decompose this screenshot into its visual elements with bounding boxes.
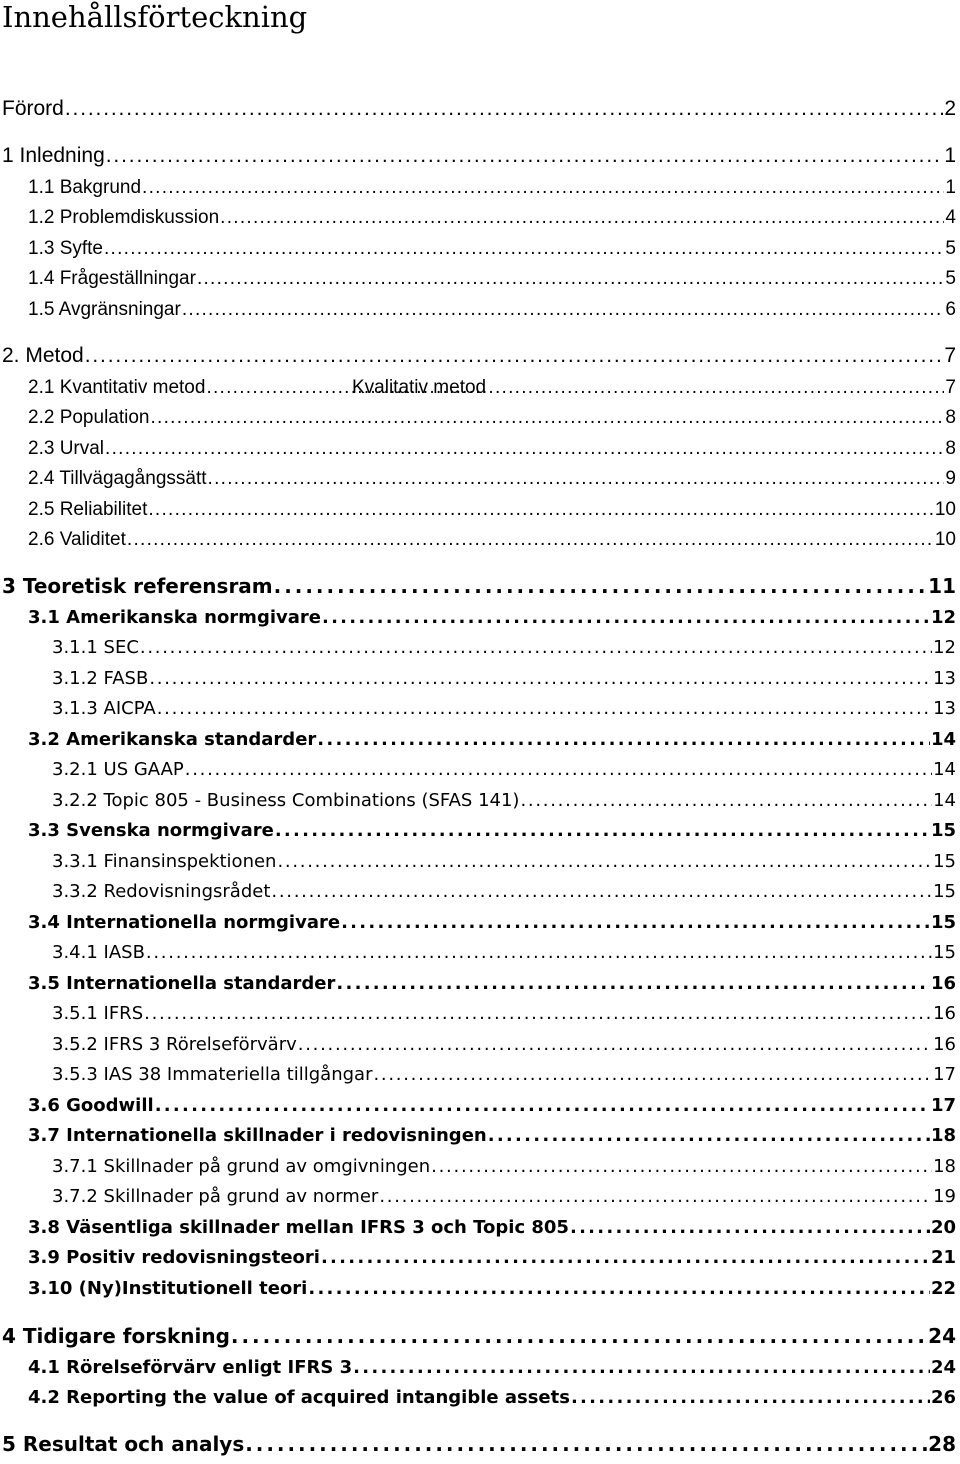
toc-dot-leader bbox=[570, 1217, 930, 1238]
toc-entry-label: 1.3 Syfte bbox=[28, 238, 103, 259]
toc-entry-label: 3.7 Internationella skillnader i redovisningen bbox=[28, 1125, 487, 1146]
toc-entry[interactable] bbox=[52, 637, 956, 663]
toc-entry-page-number: 15 bbox=[933, 942, 956, 963]
page-title: Innehållsförteckning bbox=[2, 0, 308, 34]
toc-entry-label: 3.10 (Ny)Institutionell teori bbox=[28, 1278, 308, 1299]
toc-entry-page-number: 22 bbox=[930, 1278, 956, 1299]
toc-entry-page-number: 8 bbox=[945, 407, 956, 428]
toc-entry[interactable] bbox=[28, 1095, 956, 1121]
toc-entry-page-number: 18 bbox=[930, 1125, 956, 1146]
toc-dot-leader bbox=[321, 1247, 930, 1268]
toc-entry-label: 3.4 Internationella normgivare bbox=[28, 912, 341, 933]
toc-entry[interactable] bbox=[28, 1278, 956, 1304]
toc-entry-page-number: 19 bbox=[933, 1186, 956, 1207]
toc-entry-label: 4.2 Reporting the value of acquired intangible assets bbox=[28, 1387, 570, 1408]
toc-entry[interactable] bbox=[52, 1003, 956, 1029]
toc-entry[interactable] bbox=[28, 407, 956, 433]
toc-entry-page-number: 12 bbox=[930, 607, 956, 628]
toc-entry[interactable] bbox=[28, 607, 956, 633]
toc-entry-page-number: 10 bbox=[934, 499, 956, 520]
toc-entry[interactable] bbox=[28, 973, 956, 999]
toc-entry-page-number: 24 bbox=[930, 1357, 956, 1378]
toc-entry-page-number: 12 bbox=[933, 637, 956, 658]
toc-entry-page-number: 28 bbox=[928, 1432, 956, 1456]
toc-dot-leader bbox=[151, 407, 945, 429]
toc-entry-page-number: 7 bbox=[944, 344, 956, 367]
toc-entry[interactable] bbox=[2, 344, 956, 372]
toc-entry-page-number: 17 bbox=[933, 1064, 956, 1085]
toc-dot-leader bbox=[379, 1186, 932, 1207]
toc-entry-page-number: 5 bbox=[945, 268, 956, 289]
toc-entry[interactable] bbox=[2, 144, 956, 172]
toc-entry-page-number: 1 bbox=[944, 144, 956, 167]
toc-entry-label: 3 Teoretisk referensram bbox=[2, 574, 273, 598]
toc-entry[interactable] bbox=[28, 268, 956, 294]
toc-entry-page-number: 18 bbox=[933, 1156, 956, 1177]
toc-entry-label: Förord bbox=[2, 97, 64, 120]
toc-entry-label: 2.5 Reliabilitet bbox=[28, 499, 148, 520]
toc-entry[interactable] bbox=[28, 1357, 956, 1383]
toc-entry[interactable] bbox=[28, 177, 956, 203]
toc-dot-leader bbox=[155, 1095, 930, 1116]
toc-entry-label: 5 Resultat och analys bbox=[2, 1432, 245, 1456]
toc-entry[interactable] bbox=[28, 238, 956, 264]
toc-entry-page-number: 15 bbox=[933, 881, 956, 902]
toc-entry-label: 1.1 Bakgrund bbox=[28, 177, 142, 198]
toc-entry-label: 3.9 Positiv redovisningsteori bbox=[28, 1247, 320, 1268]
toc-dot-leader bbox=[105, 438, 944, 460]
toc-dot-leader bbox=[277, 851, 932, 872]
toc-dot-leader bbox=[520, 790, 932, 811]
toc-entry-page-number: 9 bbox=[945, 468, 956, 489]
toc-dot-leader bbox=[353, 1357, 930, 1378]
toc-dot-leader bbox=[274, 574, 928, 598]
toc-entry-label: 3.5 Internationella standarder bbox=[28, 973, 336, 994]
toc-entry-label: 2.6 Validitet bbox=[28, 529, 126, 550]
toc-dot-leader bbox=[341, 912, 930, 933]
toc-entry-label: 1 Inledning bbox=[2, 144, 105, 167]
toc-dot-leader bbox=[298, 1034, 932, 1055]
toc-entry-label: 1.2 Problemdiskussion bbox=[28, 207, 220, 228]
toc-entry[interactable] bbox=[52, 1186, 956, 1212]
toc-entry-page-number: 13 bbox=[933, 668, 956, 689]
toc-entry-page-number: 24 bbox=[928, 1324, 956, 1348]
toc-dot-leader bbox=[197, 268, 944, 290]
toc-entry-page-number: 13 bbox=[933, 698, 956, 719]
toc-dot-leader bbox=[127, 529, 934, 551]
toc-entry-label: 3.2.1 US GAAP bbox=[52, 759, 184, 780]
toc-dot-leader bbox=[149, 668, 932, 689]
toc-entry-page-number: 6 bbox=[945, 299, 956, 320]
toc-entry-page-number: 16 bbox=[930, 973, 956, 994]
toc-entry[interactable] bbox=[28, 820, 956, 846]
toc-entry[interactable] bbox=[52, 790, 956, 816]
toc-dot-leader bbox=[65, 97, 943, 121]
toc-entry-label: 2.2 Population bbox=[28, 407, 150, 428]
toc-entry[interactable] bbox=[2, 97, 956, 125]
toc-dot-leader bbox=[275, 820, 930, 841]
toc-entry[interactable] bbox=[52, 1156, 956, 1182]
toc-entry-page-number: 7 bbox=[945, 377, 956, 398]
toc-dot-leader bbox=[373, 1064, 932, 1085]
toc-dot-leader bbox=[245, 1432, 927, 1456]
toc-entry-label: 3.7.1 Skillnader på grund av omgivningen bbox=[52, 1156, 431, 1177]
toc-entry-page-number: 11 bbox=[928, 574, 956, 598]
toc-inline-label: Kvalitativ metod bbox=[352, 377, 487, 398]
toc-entry-page-number: 26 bbox=[930, 1387, 956, 1408]
toc-entry[interactable] bbox=[28, 912, 956, 938]
toc-entry-label: 3.2 Amerikanska standarder bbox=[28, 729, 317, 750]
toc-dot-leader bbox=[271, 881, 932, 902]
toc-entry[interactable] bbox=[52, 942, 956, 968]
toc-entry[interactable] bbox=[28, 729, 956, 755]
toc-dot-leader bbox=[308, 1278, 930, 1299]
toc-dot-leader bbox=[144, 1003, 932, 1024]
toc-entry[interactable] bbox=[52, 698, 956, 724]
toc-entry-label: 4.1 Rörelseförvärv enligt IFRS 3 bbox=[28, 1357, 353, 1378]
toc-dot-leader bbox=[488, 1125, 930, 1146]
toc-entry-label: 1.5 Avgränsningar bbox=[28, 299, 181, 320]
toc-entry-label: 2.1 Kvantitativ metod bbox=[28, 377, 206, 398]
toc-entry[interactable] bbox=[2, 1324, 956, 1352]
toc-entry-label: 2. Metod bbox=[2, 344, 84, 367]
toc-entry-label: 3.3 Svenska normgivare bbox=[28, 820, 274, 841]
toc-dot-leader bbox=[208, 468, 945, 490]
toc-entry-page-number: 17 bbox=[930, 1095, 956, 1116]
toc-dot-leader bbox=[220, 207, 944, 229]
toc-entry-page-number: 8 bbox=[945, 438, 956, 459]
toc-dot-leader bbox=[182, 299, 945, 321]
toc-entry[interactable] bbox=[28, 1125, 956, 1151]
toc-entry[interactable] bbox=[28, 1217, 956, 1243]
toc-dot-leader bbox=[571, 1387, 930, 1408]
toc-entry-label: 3.3.1 Finansinspektionen bbox=[52, 851, 277, 872]
toc-entry[interactable] bbox=[2, 1432, 956, 1460]
toc-entry-page-number: 20 bbox=[930, 1217, 956, 1238]
toc-entry-page-number: 16 bbox=[933, 1003, 956, 1024]
toc-entry-page-number: 15 bbox=[930, 820, 956, 841]
toc-entry-page-number: 16 bbox=[933, 1034, 956, 1055]
toc-entry-label: 3.3.2 Redovisningsrådet bbox=[52, 881, 271, 902]
toc-entry-page-number: 15 bbox=[933, 851, 956, 872]
toc-entry-page-number: 4 bbox=[945, 207, 956, 228]
toc-entry[interactable] bbox=[28, 529, 956, 555]
toc-entry-page-number: 21 bbox=[930, 1247, 956, 1268]
toc-entry[interactable] bbox=[28, 207, 956, 233]
toc-dot-leader bbox=[140, 637, 932, 658]
toc-entry[interactable] bbox=[52, 1034, 956, 1060]
toc-entry-label: 3.6 Goodwill bbox=[28, 1095, 154, 1116]
toc-dot-leader bbox=[317, 729, 930, 750]
toc-dot-leader bbox=[85, 344, 944, 368]
toc-entry-label: 3.5.1 IFRS bbox=[52, 1003, 144, 1024]
toc-entry-label: 1.4 Frågeställningar bbox=[28, 268, 196, 289]
toc-entry[interactable] bbox=[2, 574, 956, 602]
toc-entry-page-number: 14 bbox=[933, 790, 956, 811]
toc-entry[interactable] bbox=[52, 881, 956, 907]
toc-dot-leader bbox=[185, 759, 932, 780]
toc-entry-label: 3.1.3 AICPA bbox=[52, 698, 156, 719]
toc-entry[interactable] bbox=[28, 468, 956, 494]
toc-entry-label: 3.1 Amerikanska normgivare bbox=[28, 607, 321, 628]
toc-entry-label: 3.4.1 IASB bbox=[52, 942, 145, 963]
toc-dot-leader bbox=[104, 238, 944, 260]
toc-entry[interactable] bbox=[28, 299, 956, 325]
toc-entry[interactable] bbox=[28, 1247, 956, 1273]
toc-entry-label: 3.1.2 FASB bbox=[52, 668, 149, 689]
toc-dot-leader bbox=[106, 144, 944, 168]
toc-entry[interactable] bbox=[28, 1387, 956, 1413]
toc-entry[interactable] bbox=[52, 668, 956, 694]
toc-dot-leader bbox=[206, 377, 944, 399]
toc-entry-label: 3.7.2 Skillnader på grund av normer bbox=[52, 1186, 379, 1207]
toc-entry-label: 3.8 Väsentliga skillnader mellan IFRS 3 och Topic 805 bbox=[28, 1217, 569, 1238]
toc-entry[interactable] bbox=[52, 851, 956, 877]
toc-entry-label: 3.1.1 SEC bbox=[52, 637, 139, 658]
toc-entry[interactable] bbox=[28, 438, 956, 464]
toc-entry[interactable] bbox=[52, 759, 956, 785]
toc-entry-label: 2.3 Urval bbox=[28, 438, 105, 459]
toc-entry-page-number: 15 bbox=[930, 912, 956, 933]
toc-dot-leader bbox=[157, 698, 932, 719]
toc-dot-leader bbox=[231, 1324, 927, 1348]
toc-dot-leader bbox=[431, 1156, 932, 1177]
toc-entry-page-number: 14 bbox=[930, 729, 956, 750]
toc-entry-label: 4 Tidigare forskning bbox=[2, 1324, 230, 1348]
toc-dot-leader bbox=[142, 177, 944, 199]
toc-dot-leader bbox=[148, 499, 934, 521]
toc-entry[interactable] bbox=[28, 377, 956, 403]
toc-dot-leader bbox=[146, 942, 932, 963]
toc-entry[interactable] bbox=[28, 499, 956, 525]
toc-entry-page-number: 5 bbox=[945, 238, 956, 259]
toc-entry-label: 3.5.2 IFRS 3 Rörelseförvärv bbox=[52, 1034, 297, 1055]
toc-entry-page-number: 14 bbox=[933, 759, 956, 780]
toc-entry-page-number: 1 bbox=[945, 177, 956, 198]
toc-dot-leader bbox=[336, 973, 930, 994]
toc-entry[interactable] bbox=[52, 1064, 956, 1090]
toc-entry-label: 2.4 Tillvägagångssätt bbox=[28, 468, 207, 489]
toc-entry-label: 3.5.3 IAS 38 Immateriella tillgångar bbox=[52, 1064, 373, 1085]
toc-entry-page-number: 2 bbox=[944, 97, 956, 120]
toc-dot-leader bbox=[322, 607, 930, 628]
toc-entry-page-number: 10 bbox=[934, 529, 956, 550]
toc-entry-label: 3.2.2 Topic 805 - Business Combinations (SFAS 141) bbox=[52, 790, 520, 811]
